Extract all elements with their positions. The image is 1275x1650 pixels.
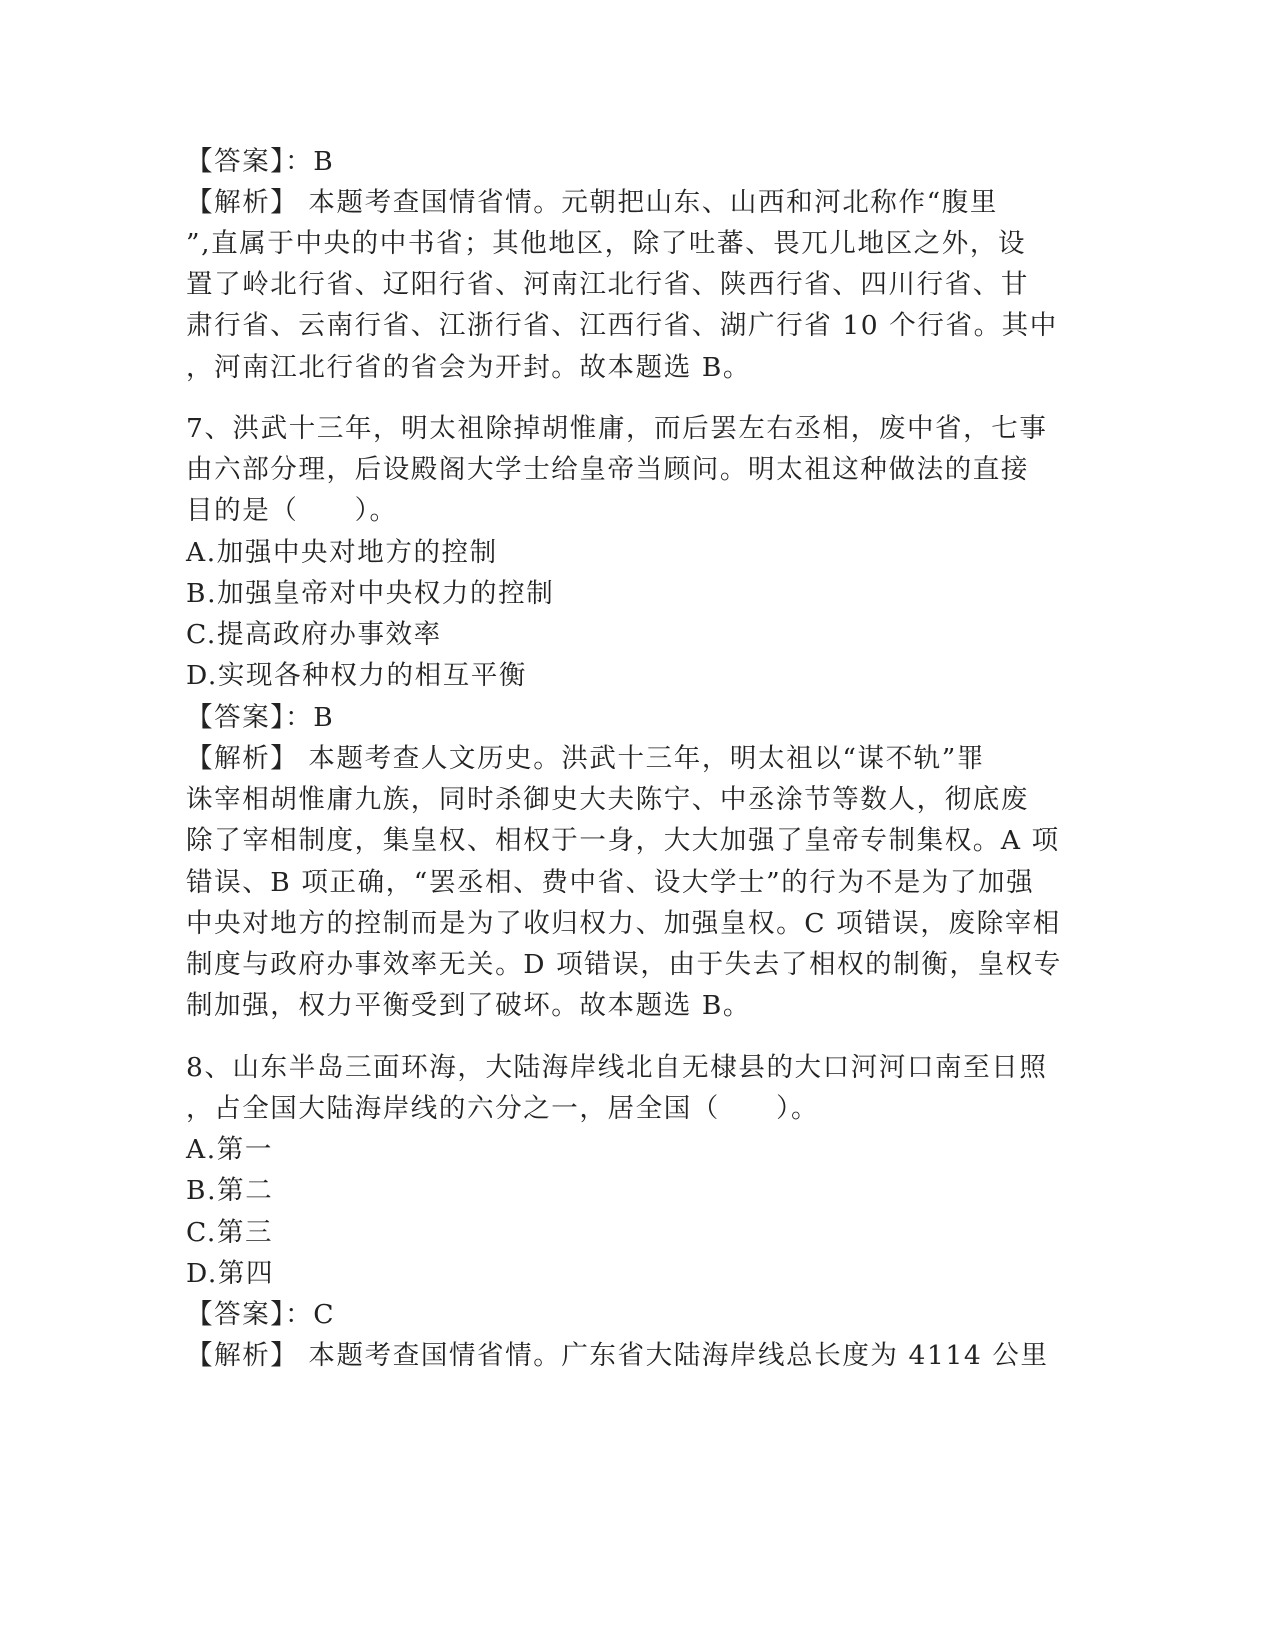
option-d: D.第四 bbox=[186, 1258, 275, 1289]
answer-label: 【答案】：B bbox=[186, 146, 335, 177]
question-stem: 7、洪武十三年，明太祖除掉胡惟庸，而后罢左右丞相，废中省，七事 bbox=[186, 413, 1048, 444]
option-c: C.第三 bbox=[186, 1217, 274, 1248]
analysis-line: 中央对地方的控制而是为了收归权力、加强皇权。C 项错误，废除宰相 bbox=[186, 908, 1061, 939]
question-stem: 目的是（ ）。 bbox=[186, 495, 398, 526]
option-a: A.第一 bbox=[186, 1134, 273, 1165]
option-d: D.实现各种权力的相互平衡 bbox=[186, 660, 528, 691]
answer-label: 【答案】：B bbox=[186, 702, 335, 733]
answer-label: 【答案】：C bbox=[186, 1299, 336, 1330]
analysis-line: 制度与政府办事效率无关。D 项错误，由于失去了相权的制衡，皇权专 bbox=[186, 949, 1062, 980]
analysis-line: ，河南江北行省的省会为开封。故本题选 B。 bbox=[186, 352, 751, 383]
analysis-line: 【解析】 本题考查国情省情。广东省大陆海岸线总长度为 4114 公里 bbox=[186, 1340, 1049, 1371]
option-c: C.提高政府办事效率 bbox=[186, 619, 442, 650]
question-stem: ，占全国大陆海岸线的六分之一，居全国（ ）。 bbox=[186, 1093, 820, 1124]
question-stem: 8、山东半岛三面环海，大陆海岸线北自无棣县的大口河河口南至日照 bbox=[186, 1052, 1048, 1083]
analysis-line: 错误、B 项正确，“罢丞相、费中省、设大学士”的行为不是为了加强 bbox=[186, 867, 1035, 898]
analysis-line: 肃行省、云南行省、江浙行省、江西行省、湖广行省 10 个行省。其中 bbox=[186, 310, 1058, 341]
question-stem: 由六部分理，后设殿阁大学士给皇帝当顾问。明太祖这种做法的直接 bbox=[186, 454, 1029, 485]
analysis-line: 诛宰相胡惟庸九族，同时杀御史大夫陈宁、中丞涂节等数人，彻底废 bbox=[186, 784, 1029, 815]
analysis-line: ”,直属于中央的中书省；其他地区，除了吐蕃、畏兀儿地区之外，设 bbox=[186, 228, 1027, 259]
analysis-line: 置了岭北行省、辽阳行省、河南江北行省、陕西行省、四川行省、甘 bbox=[186, 269, 1029, 300]
analysis-line: 【解析】 本题考查人文历史。洪武十三年，明太祖以“谋不轨”罪 bbox=[186, 743, 986, 774]
analysis-line: 除了宰相制度，集皇权、相权于一身，大大加强了皇帝专制集权。A 项 bbox=[186, 825, 1060, 856]
analysis-line: 【解析】 本题考查国情省情。元朝把山东、山西和河北称作“腹里 bbox=[186, 187, 998, 218]
option-b: B.加强皇帝对中央权力的控制 bbox=[186, 578, 555, 609]
option-b: B.第二 bbox=[186, 1175, 274, 1206]
analysis-line: 制加强，权力平衡受到了破坏。故本题选 B。 bbox=[186, 990, 751, 1021]
option-a: A.加强中央对地方的控制 bbox=[186, 537, 498, 568]
